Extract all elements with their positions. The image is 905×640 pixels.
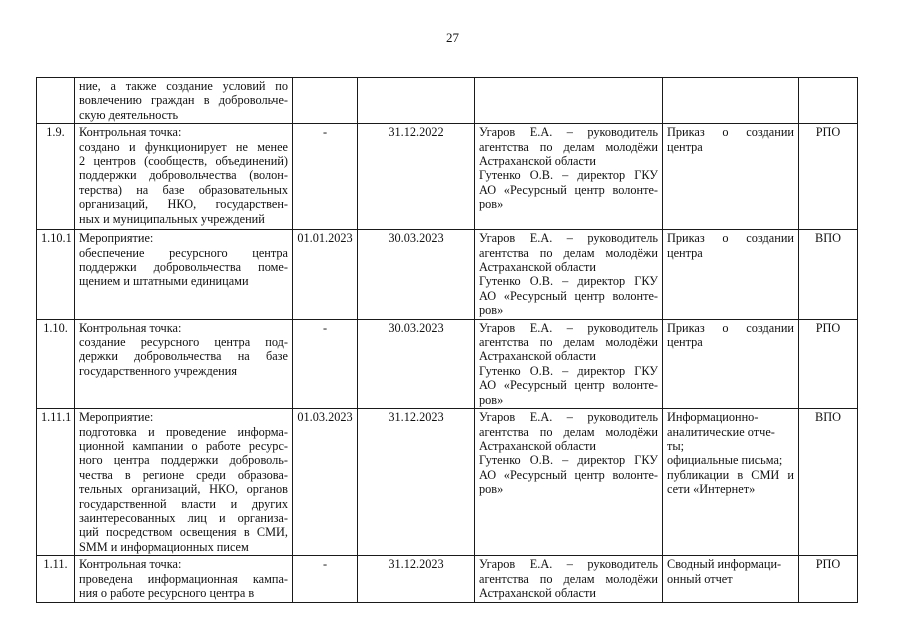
start-date: 01.03.2023: [293, 409, 358, 556]
item-description-line: государственного учреждения: [79, 363, 237, 378]
result-document: [663, 230, 799, 319]
item-description-line: вовлечению граждан в добровольче-: [79, 93, 288, 108]
result-document-line: Приказ о создании: [667, 320, 794, 335]
item-description-line: ционной кампании о работе ресурс-: [79, 438, 288, 453]
item-description-line: подготовка и проведение информа-: [79, 424, 288, 439]
responsible-persons-line: Угаров Е.А. – руководитель: [479, 231, 658, 246]
result-document: [663, 319, 799, 408]
responsible-persons-line: Угаров Е.А. – руководитель: [479, 320, 658, 335]
item-description-line: поддержки добровольчества (волон-: [79, 168, 288, 183]
table-row: [37, 124, 858, 230]
item-description-line: Контрольная точка:: [79, 557, 182, 572]
responsible-persons-line: Угаров Е.А. – руководитель: [479, 125, 658, 140]
responsible-persons: [475, 409, 663, 556]
result-document-line: центра: [667, 335, 703, 350]
result-document: [663, 78, 799, 124]
result-document-line: центра: [667, 139, 703, 154]
responsible-persons-line: Гутенко О.В. – директор ГКУ: [479, 453, 658, 468]
responsible-persons-line: агентства по делам молодёжи: [479, 139, 658, 154]
responsible-persons-line: агентства по делам молодёжи: [479, 424, 658, 439]
item-description: [75, 230, 293, 319]
item-description-line: обеспечение ресурсного центра: [79, 245, 288, 260]
result-document-line: сети «Интернет»: [667, 482, 756, 497]
item-description-line: организаций, НКО, государствен-: [79, 197, 288, 212]
end-date: [358, 78, 475, 124]
responsible-persons-line: Астраханской области: [479, 349, 596, 364]
item-description-line: терства) на базе образовательных: [79, 182, 288, 197]
item-description-line: заинтересованных лиц и организа-: [79, 510, 288, 525]
responsible-persons-line: агентства по делам молодёжи: [479, 245, 658, 260]
result-document-line: центра: [667, 245, 703, 260]
result-document: [663, 556, 799, 603]
responsible-persons-line: ров»: [479, 197, 504, 212]
end-date: 31.12.2023: [358, 409, 475, 556]
item-description-line: ния о работе ресурсного центра в: [79, 585, 255, 600]
item-description-line: Мероприятие:: [79, 410, 154, 425]
control-level: РПО: [799, 556, 858, 603]
result-document-line: Приказ о создании: [667, 125, 794, 140]
item-description-line: скую деятельность: [79, 107, 179, 122]
responsible-persons: [475, 78, 663, 124]
responsible-persons-line: Гутенко О.В. – директор ГКУ: [479, 363, 658, 378]
start-date: -: [293, 319, 358, 408]
responsible-persons-line: АО «Ресурсный центр волонте-: [479, 378, 658, 393]
item-description: [75, 78, 293, 124]
item-description: [75, 124, 293, 230]
item-description-line: Контрольная точка:: [79, 320, 182, 335]
item-description: [75, 409, 293, 556]
table-row: [37, 409, 858, 556]
responsible-persons-line: Астраханской области: [479, 154, 596, 169]
result-document-line: Сводный информаци-: [667, 557, 782, 572]
item-description-line: SMM и информационных писем: [79, 539, 249, 554]
table-row: [37, 556, 858, 603]
item-description: [75, 319, 293, 408]
item-description-line: создание ресурсного центра под-: [79, 335, 288, 350]
control-level: РПО: [799, 124, 858, 230]
start-date: 01.01.2023: [293, 230, 358, 319]
responsible-persons: [475, 124, 663, 230]
start-date: [293, 78, 358, 124]
responsible-persons-line: Астраханской области: [479, 585, 596, 600]
result-document-line: публикации в СМИ и: [667, 467, 794, 482]
item-description-line: держки добровольчества на базе: [79, 349, 288, 364]
item-number: [37, 78, 75, 124]
item-description-line: проведена информационная кампа-: [79, 571, 288, 586]
result-document-line: ты;: [667, 438, 685, 453]
end-date: 30.03.2023: [358, 319, 475, 408]
item-description-line: создано и функционирует не менее: [79, 139, 288, 154]
responsible-persons-line: АО «Ресурсный центр волонте-: [479, 467, 658, 482]
page-number: 27: [446, 30, 459, 45]
responsible-persons-line: ров»: [479, 392, 504, 407]
responsible-persons: [475, 230, 663, 319]
responsible-persons: [475, 319, 663, 408]
item-description: [75, 556, 293, 603]
responsible-persons-line: ров»: [479, 482, 504, 497]
responsible-persons-line: Гутенко О.В. – директор ГКУ: [479, 168, 658, 183]
responsible-persons-line: АО «Ресурсный центр волонте-: [479, 288, 658, 303]
responsible-persons-line: АО «Ресурсный центр волонте-: [479, 182, 658, 197]
result-document-line: Информационно-: [667, 410, 759, 425]
item-number: 1.11.: [37, 556, 75, 603]
item-description-line: ние, а также создание условий по: [79, 79, 288, 93]
responsible-persons-line: ров»: [479, 303, 504, 318]
item-number: 1.11.1: [37, 409, 75, 556]
result-document-line: аналитические отче-: [667, 424, 775, 439]
start-date: -: [293, 124, 358, 230]
responsible-persons-line: Угаров Е.А. – руководитель: [479, 410, 658, 425]
result-document-line: онный отчет: [667, 571, 733, 586]
item-number: 1.9.: [37, 124, 75, 230]
end-date: 31.12.2022: [358, 124, 475, 230]
result-document-line: официальные письма;: [667, 453, 783, 468]
item-description-line: ций посредством освещения в СМИ,: [79, 525, 288, 540]
responsible-persons-line: Угаров Е.А. – руководитель: [479, 557, 658, 572]
table-row: [37, 230, 858, 319]
item-description-line: государственной власти и других: [79, 496, 288, 511]
item-description-line: щением и штатными единицами: [79, 274, 249, 289]
responsible-persons-line: агентства по делам молодёжи: [479, 571, 658, 586]
control-level: ВПО: [799, 230, 858, 319]
result-document: [663, 124, 799, 230]
responsible-persons-line: агентства по делам молодёжи: [479, 335, 658, 350]
item-description-line: ных и муниципальных учреждений: [79, 211, 265, 226]
control-level: РПО: [799, 319, 858, 408]
control-level: ВПО: [799, 409, 858, 556]
item-number: 1.10.1: [37, 230, 75, 319]
item-description-line: ного центра поддержки доброволь-: [79, 453, 288, 468]
item-description-line: Контрольная точка:: [79, 125, 182, 140]
item-description-line: чества в регионе среди образова-: [79, 467, 288, 482]
item-description-line: Мероприятие:: [79, 231, 154, 246]
item-description-line: тельных организаций, НКО, органов: [79, 482, 288, 497]
responsible-persons-line: Астраханской области: [479, 260, 596, 275]
responsible-persons-line: Астраханской области: [479, 438, 596, 453]
control-level: [799, 78, 858, 124]
responsible-persons: [475, 556, 663, 603]
end-date: 30.03.2023: [358, 230, 475, 319]
result-document-line: Приказ о создании: [667, 231, 794, 246]
end-date: 31.12.2023: [358, 556, 475, 603]
responsible-persons-line: Гутенко О.В. – директор ГКУ: [479, 274, 658, 289]
item-description-line: поддержки добровольчества поме-: [79, 260, 288, 275]
start-date: -: [293, 556, 358, 603]
item-description-line: 2 центров (сообществ, объединений): [79, 154, 288, 169]
table-row: [37, 78, 858, 124]
item-number: 1.10.: [37, 319, 75, 408]
result-document: [663, 409, 799, 556]
plan-table: [36, 77, 858, 603]
table-row: [37, 319, 858, 408]
plan-table-body: [37, 78, 858, 603]
